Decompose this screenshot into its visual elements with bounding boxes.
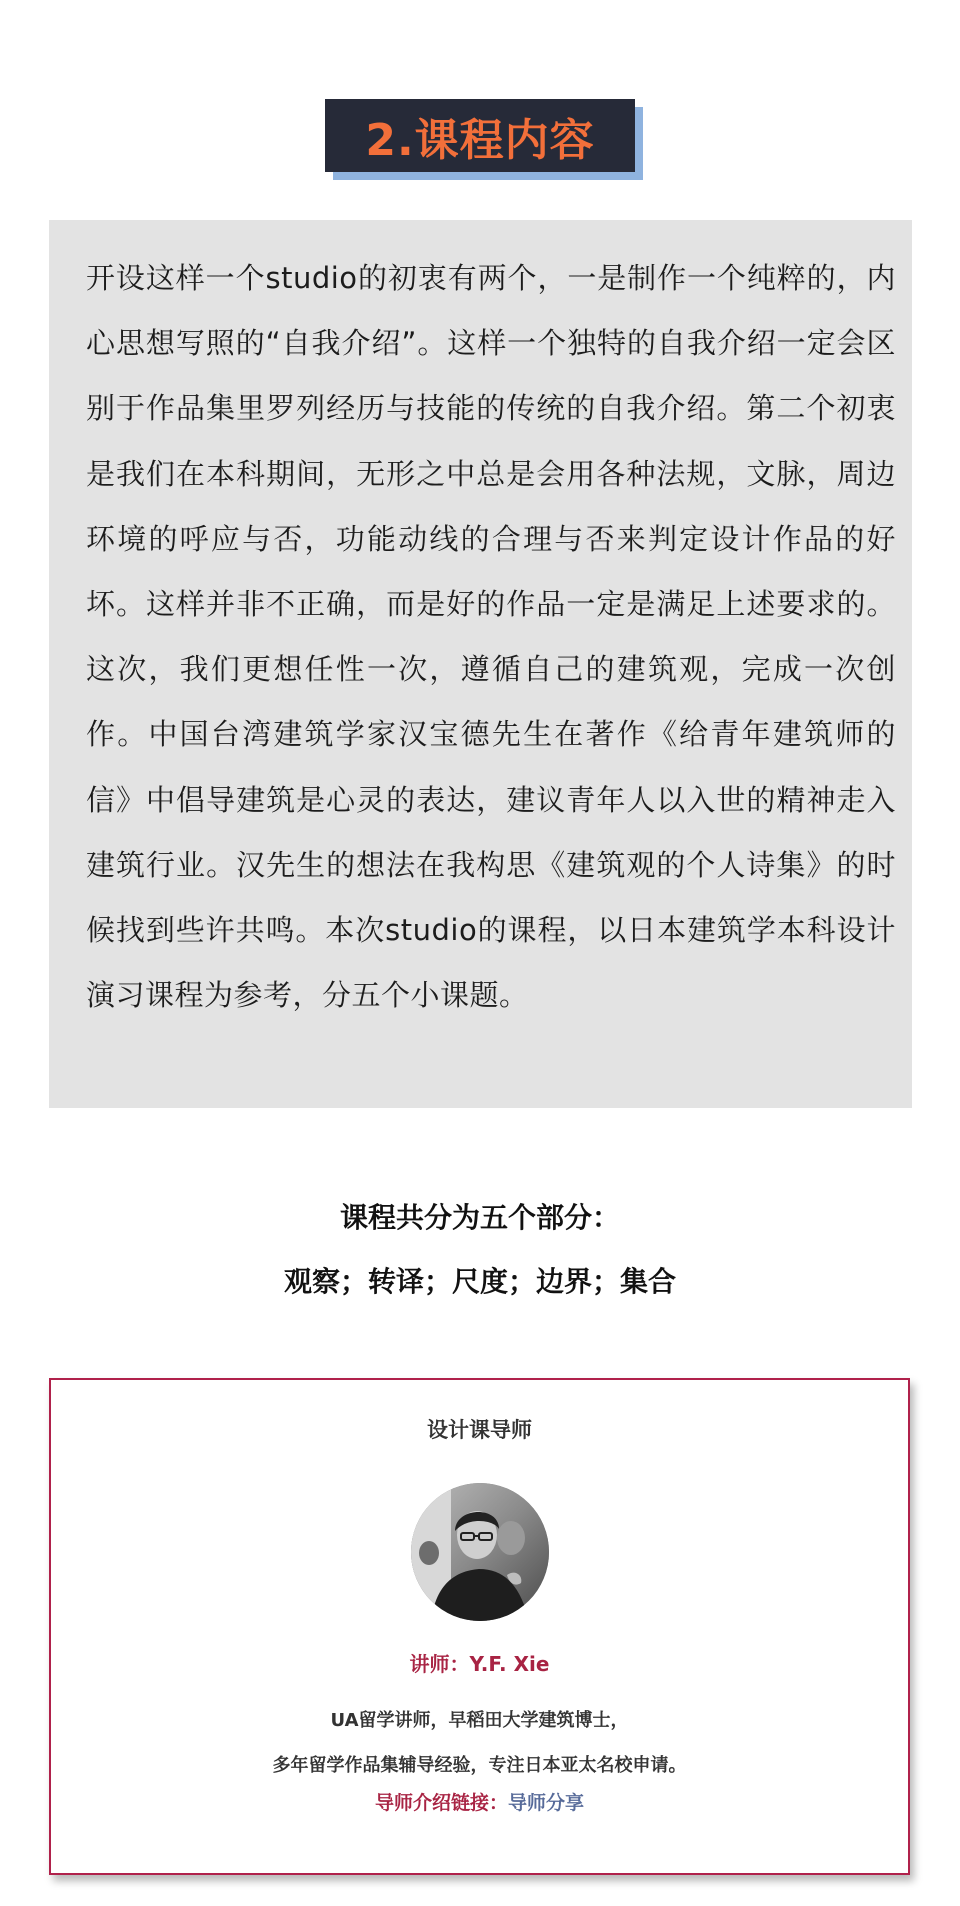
tutor-share-link[interactable]: 导师分享 xyxy=(508,1792,585,1814)
tutor-photo xyxy=(411,1483,549,1621)
bio-line-1: UA留学讲师，早稻田大学建筑博士， xyxy=(330,1710,629,1731)
bio-line-2: 多年留学作品集辅导经验，专注日本亚太名校申请。 xyxy=(272,1755,687,1776)
tutor-bio xyxy=(51,1698,908,1788)
section-title: 2.课程内容 xyxy=(365,114,595,166)
intro-panel xyxy=(49,220,912,1108)
section-title-block xyxy=(325,99,635,180)
parts-heading: 课程共分为五个部分： xyxy=(339,1201,620,1234)
intro-paragraph: 开设这样一个studio的初衷有两个，一是制作一个纯粹的，内心思想写照的“自我介绍”。这样一个独特的自我介绍一定会区别于作品集里罗列经历与技能的传统的自我介绍。第二个初衷是我们在本科期间，无形之中总是会用各种法规，文脉，周边环境的呼应与否，功能动线的合理与否来判定设计作品的好坏。这样并非不正确，而是好的作品一定是满足上述要求的。这次，我们更想任性一次，遵循自己的建筑观，完成一次创作。中国台湾建筑学家汉宝德先生在著作《给青年建筑师的信》中倡导建筑是心灵的表达，建议青年人以入世的精神走入建筑行业。汉先生的想法在我构思《建筑观的个人诗集》的时候找到些许共鸣。本次studio的课程，以日本建筑学本科设计演习课程为参考，分五个小课题。 xyxy=(86,261,896,1013)
tutor-avatar xyxy=(411,1483,549,1621)
tutor-link-label: 导师介绍链接： xyxy=(374,1792,508,1814)
course-parts xyxy=(0,1186,960,1314)
tutor-card xyxy=(49,1378,910,1875)
tutor-card-heading: 设计课导师 xyxy=(427,1418,532,1442)
tutor-link-line xyxy=(51,1788,908,1815)
lecturer-name: 讲师：Y.F. Xie xyxy=(409,1652,550,1676)
parts-list: 观察；转译；尺度；边界；集合 xyxy=(283,1265,676,1298)
title-box xyxy=(325,99,635,172)
